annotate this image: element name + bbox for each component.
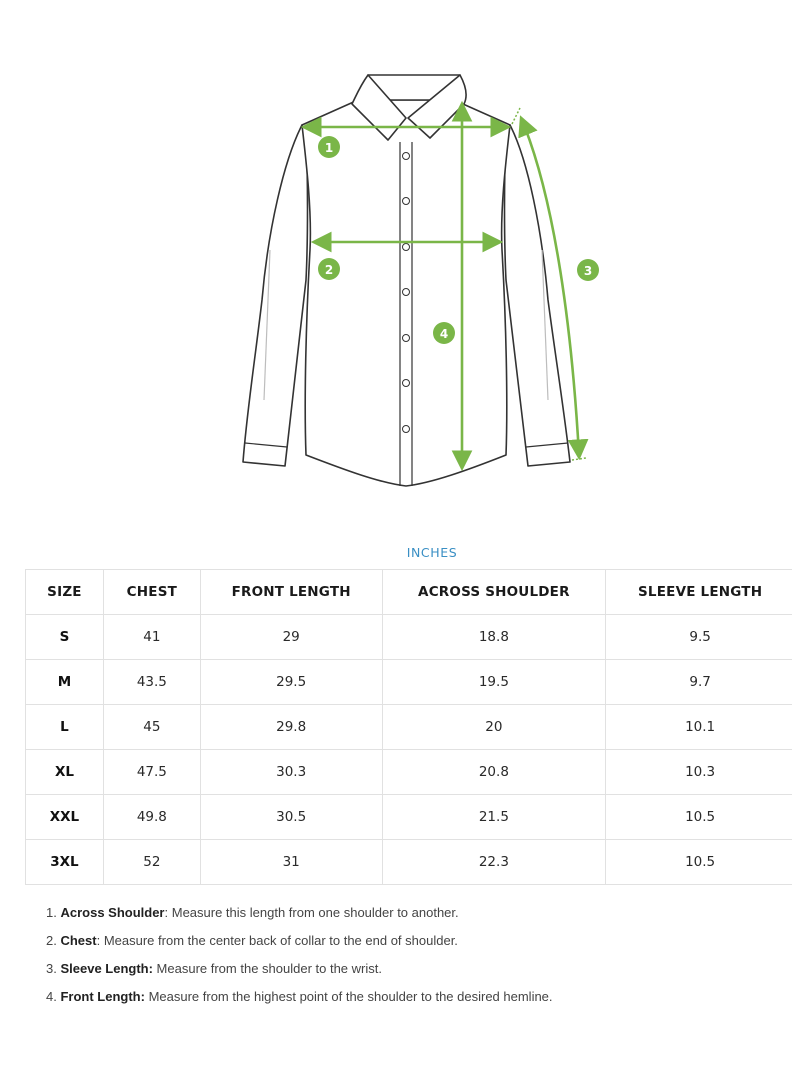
- svg-text:4: 4: [439, 327, 449, 341]
- note-term: Sleeve Length:: [60, 961, 153, 976]
- table-header-row: [26, 570, 792, 615]
- front-length-cell: 29.5: [200, 660, 382, 705]
- front-length-cell: 30.5: [200, 795, 382, 840]
- sleeve-length-cell: 9.5: [606, 615, 792, 660]
- across-shoulder-cell: 21.5: [382, 795, 606, 840]
- chest-cell: 49.8: [103, 795, 200, 840]
- across-shoulder-cell: 20: [382, 705, 606, 750]
- size-cell: 3XL: [26, 840, 104, 885]
- note-item: 2. Chest: Measure from the center back of collar to the end of shoulder.: [46, 933, 458, 948]
- note-term: Chest: [60, 933, 97, 948]
- note-term: Front Length:: [60, 989, 145, 1004]
- sleeve-length-cell: 9.7: [606, 660, 792, 705]
- note-text: Measure this length from one shoulder to another.: [168, 905, 459, 920]
- across-shoulder-cell: 20.8: [382, 750, 606, 795]
- table-row: [26, 750, 792, 795]
- marker-4: [433, 322, 455, 344]
- table-row: [26, 840, 792, 885]
- size-cell: S: [26, 615, 104, 660]
- across-shoulder-cell: 18.8: [382, 615, 606, 660]
- sleeve-length-cell: 10.3: [606, 750, 792, 795]
- table-row: [26, 615, 792, 660]
- right-sleeve: [505, 125, 571, 466]
- table-row: [26, 795, 792, 840]
- marker-3: [577, 259, 599, 281]
- size-cell: XL: [26, 750, 104, 795]
- table-row: [26, 660, 792, 705]
- note-item: 1. Across Shoulder: Measure this length from one shoulder to another.: [46, 905, 459, 920]
- chest-cell: 52: [103, 840, 200, 885]
- svg-text:2: 2: [324, 263, 334, 277]
- front-length-cell: 31: [200, 840, 382, 885]
- header-size: SIZE: [26, 570, 104, 615]
- chest-cell: 41: [103, 615, 200, 660]
- size-chart-table: [25, 569, 792, 885]
- chest-cell: 43.5: [103, 660, 200, 705]
- chest-cell: 47.5: [103, 750, 200, 795]
- sleeve-length-cell: 10.1: [606, 705, 792, 750]
- sleeve-length-cell: 10.5: [606, 840, 792, 885]
- chest-cell: 45: [103, 705, 200, 750]
- front-length-cell: 29.8: [200, 705, 382, 750]
- sleeve-length-cell: 10.5: [606, 795, 792, 840]
- front-length-cell: 30.3: [200, 750, 382, 795]
- header-chest: CHEST: [103, 570, 200, 615]
- note-text: Measure from the highest point of the shoulder to the desired hemline.: [144, 989, 553, 1004]
- left-sleeve: [243, 125, 308, 466]
- note-item: 4. Front Length: Measure from the highest point of the shoulder to the desired hemline.: [46, 989, 553, 1004]
- note-term: Across Shoulder: [60, 905, 165, 920]
- across-shoulder-cell: 19.5: [382, 660, 606, 705]
- header-across-shoulder: ACROSS SHOULDER: [382, 570, 606, 615]
- note-item: 3. Sleeve Length: Measure from the shoulder to the wrist.: [46, 961, 382, 976]
- size-cell: M: [26, 660, 104, 705]
- note-text: Measure from the shoulder to the wrist.: [152, 961, 382, 976]
- measurement-notes: [46, 902, 553, 1014]
- front-length-cell: 29: [200, 615, 382, 660]
- size-cell: L: [26, 705, 104, 750]
- header-sleeve-length: SLEEVE LENGTH: [606, 570, 792, 615]
- note-text: Measure from the center back of collar to the end of shoulder.: [100, 933, 458, 948]
- marker-1: [318, 136, 340, 158]
- unit-label: INCHES: [406, 545, 458, 560]
- shirt-measurement-diagram: [0, 0, 792, 500]
- svg-text:1: 1: [324, 141, 334, 155]
- shirt-outline: [243, 75, 570, 486]
- table-row: [26, 705, 792, 750]
- header-front-length: FRONT LENGTH: [200, 570, 382, 615]
- marker-2: [318, 258, 340, 280]
- size-cell: XXL: [26, 795, 104, 840]
- svg-text:3: 3: [583, 264, 593, 278]
- across-shoulder-cell: 22.3: [382, 840, 606, 885]
